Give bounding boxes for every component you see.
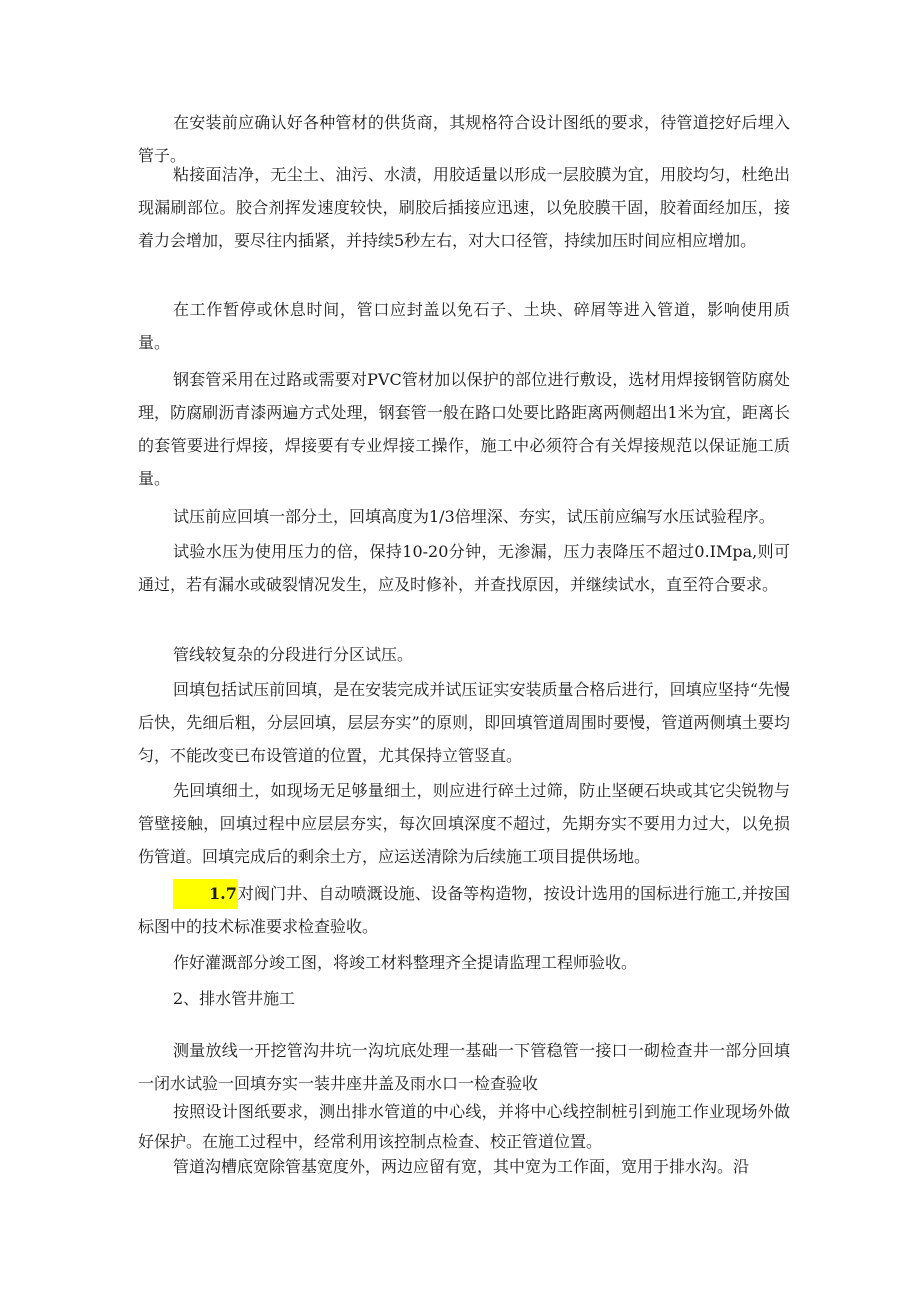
- paragraph-steel-sleeve: 钢套管采用在过路或需要对PVC管材加以保护的部位进行敷设，选材用焊接钢管防腐处理，防腐刷沥青漆两遍方式处理，钢套管一般在路口处要比路距离两侧超出1米为宜，距离长的套管要进行焊接，焊接要有专业焊接工操作，施工中必须符合有关焊接规范以保证施工质量。: [138, 370, 790, 488]
- valve-well-text: 对阀门井、自动喷溉设施、设备等构造物，按设计选用的国标进行施工,并按国标图中的技术标准要求检查验收。: [138, 884, 790, 936]
- paragraph-pipe-supplier: 在安装前应确认好各种管材的供货商，其规格符合设计图纸的要求，待管道挖好后埋入管子。: [138, 113, 790, 165]
- paragraph-trench-width: 管道沟槽底宽除管基宽度外，两边应留有宽，其中宽为工作面，宽用于排水沟。沿: [173, 1157, 750, 1176]
- paragraph-backfill-principle: 回填包括试压前回填，是在安装完成并试压证实安装质量合格后进行，回填应坚持“先慢后快，先细后粗，分层回填，层层夯实”的原则，即回填管道周围时要慢，管道两侧填土要均匀，不能改变已布设管道的位置，尤其保持立管竖直。: [138, 680, 790, 765]
- paragraph-as-built-drawing: 作好灌溉部分竣工图，将竣工材料整理齐全提请监理工程师验收。: [173, 953, 638, 972]
- paragraph-pipe-cover: 在工作暂停或休息时间，管口应封盖以免石子、土块、碎屑等进入管道，影响使用质量。: [138, 300, 790, 352]
- paragraph-drainage-process-flow: 测量放线一开挖管沟井坑一沟坑底处理一基础一下管稳管一接口一砌检查井一部分回填一闭水试验一回填夯实一装井座井盖及雨水口一检查验收: [138, 1041, 790, 1093]
- section-number-highlight: 1.7: [173, 879, 238, 909]
- section-heading-drainage: 2、排水管井施工: [173, 989, 296, 1008]
- paragraph-sectional-test: 管线较复杂的分段进行分区试压。: [173, 645, 414, 664]
- paragraph-backfill-before-test: 试压前应回填一部分土，回填高度为1/3倍埋深、夯实，试压前应编写水压试验程序。: [173, 507, 775, 526]
- paragraph-valve-well: [138, 877, 790, 943]
- paragraph-glue-joint: 粘接面洁净，无尘土、油污、水渍，用胶适量以形成一层胶膜为宜，用胶均匀，杜绝出现漏刷部位。胶合剂挥发速度较快，刷胶后插接应迅速，以免胶膜干固，胶着面经加压，接着力会增加，要尽往内插紧，并持续5秒左右，对大口径管，持续加压时间应相应增加。: [138, 165, 790, 250]
- paragraph-fine-soil-backfill: 先回填细土，如现场无足够量细土，则应进行碎土过筛，防止坚硬石块或其它尖锐物与管壁接触，回填过程中应层层夯实，每次回填深度不超过，先期夯实不要用力过大，以免损伤管道。回填完成后的剩余土方，应运送清除为后续施工项目提供场地。: [138, 781, 790, 866]
- paragraph-centerline-survey: 按照设计图纸要求，测出排水管道的中心线，并将中心线控制桩引到施工作业现场外做好保护。在施工过程中，经常利用该控制点检查、校正管道位置。: [138, 1102, 790, 1151]
- paragraph-water-pressure-test: 试验水压为使用压力的倍，保持10-20分钟，无渗漏，压力表降压不超过0.IMpa,则可通过，若有漏水或破裂情况发生，应及时修补，并查找原因，并继续试水，直至符合要求。: [138, 542, 790, 594]
